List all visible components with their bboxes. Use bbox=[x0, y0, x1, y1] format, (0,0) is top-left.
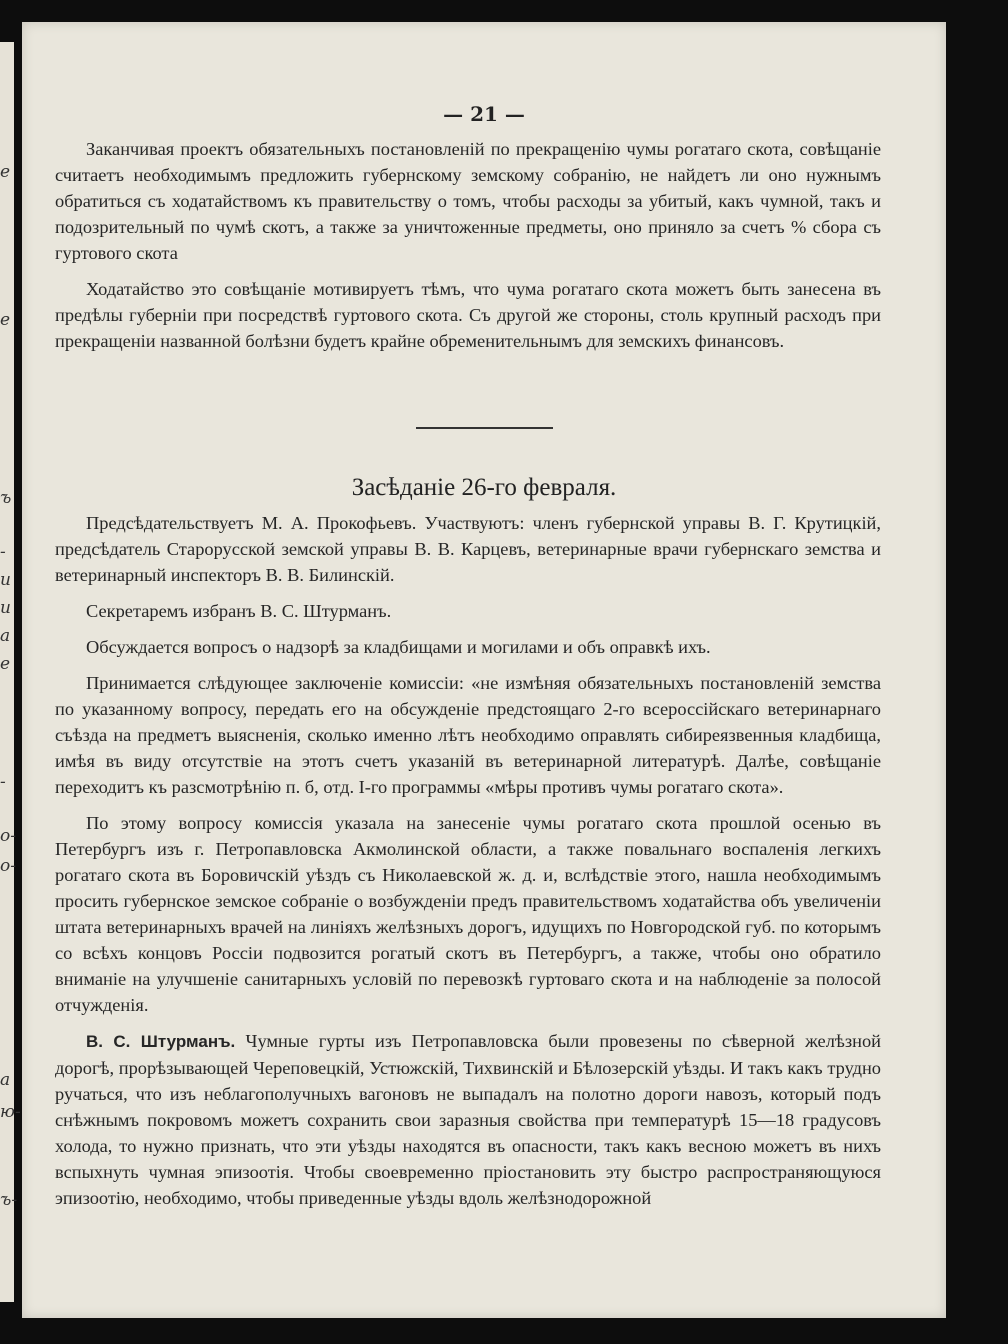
paragraph: Предсѣдательствуетъ М. А. Прокофьевъ. Участвуютъ: членъ губернской управы В. Г. Крутицкій, предсѣдатель Старорусской земской управы В. В. Карцевъ, ветеринарные врачи губернскаго земства и ветеринарный инспекторъ В. В. Билинскій. bbox=[55, 513, 881, 585]
paragraph bbox=[55, 1028, 881, 1211]
text-section-1 bbox=[55, 136, 881, 354]
adjacent-page-fragment: ъ bbox=[0, 488, 12, 508]
adjacent-page-fragment: - bbox=[0, 542, 6, 562]
adjacent-page-fragment: а bbox=[0, 626, 11, 646]
document-page bbox=[22, 22, 946, 1318]
adjacent-page-fragment: е bbox=[0, 162, 11, 182]
adjacent-page-fragment: ъ- bbox=[0, 1190, 18, 1210]
page-number: — 21 — bbox=[443, 102, 525, 126]
paragraph: Ходатайство это совѣщаніе мотивируетъ тѣмъ, что чума рогатаго скота можетъ быть занесена въ предѣлы губерніи при посредствѣ гуртового скота. Съ другой же стороны, столь крупный расходъ при прекращеніи названной болѣзни будетъ крайне обременительнымъ для земскихъ финансовъ. bbox=[55, 279, 881, 351]
adjacent-page-fragment: е bbox=[0, 654, 11, 674]
adjacent-page-edge bbox=[0, 42, 21, 1302]
adjacent-page-fragment: и bbox=[0, 570, 11, 590]
paragraph: Заканчивая проектъ обязательныхъ постановленій по прекращенію чумы рогатаго скота, совѣщаніе считаетъ необходимымъ предложить губернскому земскому собранію, не найдетъ ли оно нужнымъ обратиться съ ходатайствомъ къ правительству о томъ, чтобы расходы за убитый, какъ чумной, такъ и подозрительный по чумѣ скотъ, а также за уничтоженные предметы, оно приняло за счетъ % сбора съ гуртового скота bbox=[55, 139, 881, 263]
text-section-2 bbox=[55, 510, 881, 1211]
adjacent-page-fragment: о- bbox=[0, 826, 16, 846]
paragraph: Принимается слѣдующее заключеніе комиссіи: «не измѣняя обязательныхъ постановленій земства по указанному вопросу, передать его на обсужденіе предстоящаго 2-го всероссійскаго ветеринарнаго съѣзда на предметъ выясненія, сколько именно лѣтъ необходимо оправлять сибиреязвенныя кладбища, имѣя въ виду отсутствіе на этотъ счетъ указаній въ ветеринарной литературѣ. Далѣе, совѣщаніе переходитъ къ разсмотрѣнію п. б, отд. I-го программы «мѣры противъ чумы рогатаго скота». bbox=[55, 673, 881, 797]
adjacent-page-fragment: а bbox=[0, 1070, 11, 1090]
adjacent-page-fragment: о- bbox=[0, 856, 16, 876]
paragraph: Обсуждается вопросъ о надзорѣ за кладбищами и могилами и объ оправкѣ ихъ. bbox=[86, 637, 711, 657]
adjacent-page-fragment: - bbox=[0, 772, 6, 792]
adjacent-page-fragment: и bbox=[0, 598, 11, 618]
speaker-name: В. С. Штурманъ. bbox=[86, 1032, 236, 1051]
adjacent-page-fragment: ю- bbox=[0, 1102, 21, 1122]
paragraph: По этому вопросу комиссія указала на занесеніе чумы рогатаго скота прошлой осенью въ Петербургъ изъ г. Петропавловска Акмолинской области, а также повальнаго воспаленія легкихъ рогатаго скота въ Боровичскій уѣздъ съ Николаевской ж. д. и, вслѣдствіе этого, нашла необходимымъ просить губернское земское собраніе о возбужденіи предъ правительствомъ ходатайства объ увеличеніи штата ветеринарныхъ врачей на линіяхъ желѣзныхъ дорогъ, идущихъ по Новгородской губ. по которымъ со всѣхъ концовъ Россіи подвозится рогатый скотъ въ Петербургъ, а также, чтобы оно обратило вниманіе на улучшеніе санитарныхъ условій по перевозкѣ гуртоваго скота и на наблюденіе за полосой отчужденія. bbox=[55, 813, 881, 1015]
paragraph: Секретаремъ избранъ В. С. Штурманъ. bbox=[86, 601, 392, 621]
section-divider bbox=[416, 427, 553, 429]
section-heading: Засѣданіе 26-го февраля. bbox=[351, 474, 617, 501]
adjacent-page-fragment: е bbox=[0, 310, 11, 330]
speaker-text: Чумные гурты изъ Петропавловска были провезены по сѣверной желѣзной дорогѣ, прорѣзывающей Череповецкій, Устюжскій, Тихвинскій и Бѣлозерскій уѣзды. И такъ какъ трудно ручаться, что изъ неблагополучныхъ вагоновъ не выпадалъ на полотно дороги навозъ, который подъ снѣжнымъ покровомъ можетъ сохранить свои заразныя свойства при температурѣ 15—18 градусовъ холода, то нужно признать, что эти уѣзды находятся въ опасности, такъ какъ весною можетъ въ нихъ вспыхнуть чумная эпизоотія. Чтобы своевременно пріостановить эту быстро распространяющуюся эпизоотію, необходимо, чтобы приведенные уѣзды вдоль желѣзнодорожной bbox=[55, 1031, 881, 1208]
